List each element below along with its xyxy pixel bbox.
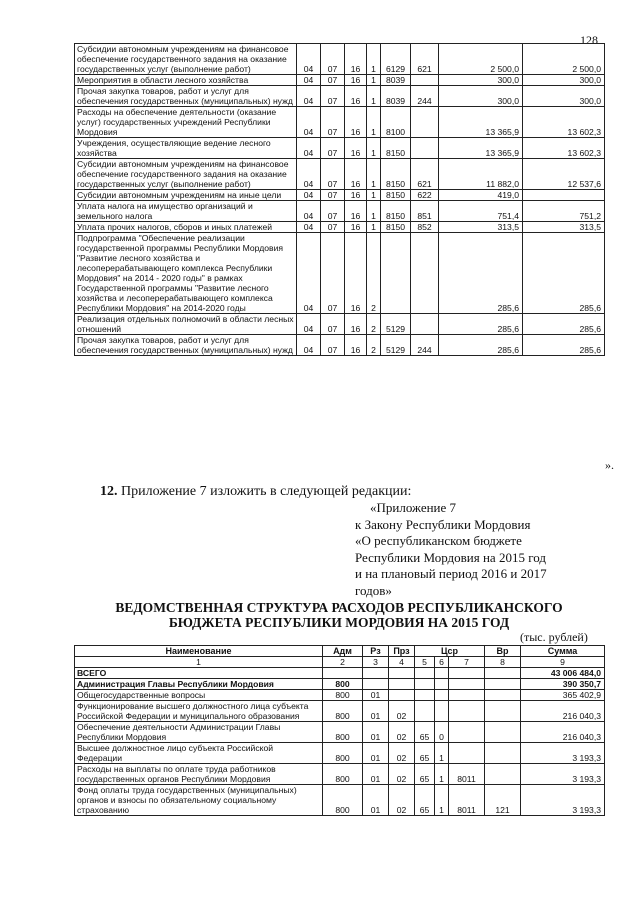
subprogram-code: 1 [367,190,381,201]
row-name: Расходы на обеспечение деятельности (оказание услуг) государственных учреждений Республики Мордовия [75,107,297,138]
prz-code: 07 [321,233,345,314]
sum-2017: 2 500,0 [523,44,605,75]
sum-value: 216 040,3 [521,722,605,743]
program-code: 16 [345,107,367,138]
row-name: Прочая закупка товаров, работ и услуг для обеспечения государственных (муниципальных) нужд [75,335,297,356]
program-code: 16 [345,201,367,222]
header-name: Наименование [75,646,323,657]
prz-code: 07 [321,335,345,356]
subprogram-code: 1 [367,75,381,86]
prz-code: 07 [321,222,345,233]
vr-code [485,690,521,701]
column-index: 1 [75,657,323,668]
vr-code: 622 [411,190,439,201]
table-row [75,44,605,75]
prz-code: 07 [321,75,345,86]
sum-value: 3 193,3 [521,764,605,785]
header-sum: Сумма [521,646,605,657]
row-name: Высшее должностное лицо субъекта Российской Федерации [75,743,323,764]
sum-2017: 751,2 [523,201,605,222]
program-code: 16 [345,222,367,233]
table-row [75,679,605,690]
prz-code: 07 [321,190,345,201]
table-row [75,335,605,356]
sum-value: 3 193,3 [521,785,605,816]
prz-code: 02 [389,743,415,764]
direction-code: 8039 [381,75,411,86]
direction-code [449,690,485,701]
column-index: 8 [485,657,521,668]
subprogram-code: 1 [367,44,381,75]
adm-code: 800 [323,701,363,722]
program-code: 16 [345,138,367,159]
prz-code: 07 [321,86,345,107]
subprogram-code: 1 [367,107,381,138]
sum-2016: 300,0 [439,86,523,107]
sum-2017: 313,5 [523,222,605,233]
rz-code: 04 [297,44,321,75]
sum-2016: 419,0 [439,190,523,201]
table-row [75,190,605,201]
vr-code [411,233,439,314]
subprogram-code: 2 [367,314,381,335]
rz-code [363,679,389,690]
direction-code [449,679,485,690]
subprogram-code: 1 [367,159,381,190]
subprogram-code: 1 [435,785,449,816]
vr-code [411,75,439,86]
table-row [75,701,605,722]
rz-code: 04 [297,190,321,201]
row-name: Уплата прочих налогов, сборов и иных платежей [75,222,297,233]
subprogram-code: 1 [435,764,449,785]
subprogram-code [435,679,449,690]
sum-2017: 300,0 [523,86,605,107]
index-row [75,657,605,668]
column-index: 4 [389,657,415,668]
vr-code: 621 [411,159,439,190]
program-code [415,668,435,679]
subprogram-code: 1 [367,86,381,107]
rz-code: 04 [297,107,321,138]
title-line: ВЕДОМСТВЕННАЯ СТРУКТУРА РАСХОДОВ РЕСПУБЛИКАНСКОГО [115,600,563,615]
column-index: 5 [415,657,435,668]
program-code: 16 [345,335,367,356]
direction-code: 8150 [381,159,411,190]
program-code: 65 [415,764,435,785]
sum-2016: 751,4 [439,201,523,222]
table-row [75,138,605,159]
subprogram-code [435,690,449,701]
item-number: 12. [100,484,118,499]
direction-code: 6129 [381,44,411,75]
sum-value: 43 006 484,0 [521,668,605,679]
rz-code: 04 [297,138,321,159]
row-name: Расходы на выплаты по оплате труда работников государственных органов Республики Мордовия [75,764,323,785]
program-code: 16 [345,190,367,201]
closing-quote: ». [605,458,614,472]
vr-code [411,314,439,335]
column-index: 2 [323,657,363,668]
prz-code [389,668,415,679]
direction-code [449,701,485,722]
direction-code: 5129 [381,314,411,335]
appendix-line: Республики Мордовия на 2015 год [355,549,546,565]
direction-code: 8150 [381,201,411,222]
program-code: 16 [345,44,367,75]
vr-code: 244 [411,335,439,356]
prz-code [389,690,415,701]
amendment-instruction [100,484,411,500]
table-row [75,75,605,86]
appendix-line: годов» [355,582,392,598]
table-row [75,785,605,816]
vr-code: 851 [411,201,439,222]
rz-code: 01 [363,764,389,785]
table-row [75,86,605,107]
subprogram-code [435,668,449,679]
sum-2016: 285,6 [439,233,523,314]
row-name: Функционирование высшего должностного лица субъекта Российской Федерации и муниципального образования [75,701,323,722]
rz-code: 04 [297,159,321,190]
adm-code: 800 [323,679,363,690]
rz-code: 04 [297,335,321,356]
sum-2017: 13 602,3 [523,107,605,138]
column-index: 9 [521,657,605,668]
row-name: Фонд оплаты труда государственных (муниципальных) органов и взносы по обязательному социальному страхованию [75,785,323,816]
row-name: Мероприятия в области лесного хозяйства [75,75,297,86]
sum-value: 3 193,3 [521,743,605,764]
program-code: 16 [345,86,367,107]
subprogram-code: 1 [435,743,449,764]
sum-2016: 2 500,0 [439,44,523,75]
sum-value: 365 402,9 [521,690,605,701]
rz-code: 01 [363,722,389,743]
subprogram-code: 2 [367,335,381,356]
sum-2016: 285,6 [439,314,523,335]
rz-code: 04 [297,86,321,107]
program-code: 65 [415,743,435,764]
prz-code: 02 [389,701,415,722]
vr-code: 621 [411,44,439,75]
direction-code: 8011 [449,764,485,785]
table-row [75,201,605,222]
sum-2016: 13 365,9 [439,138,523,159]
prz-code: 07 [321,138,345,159]
vr-code [485,743,521,764]
rz-code: 01 [363,701,389,722]
sum-2017: 300,0 [523,75,605,86]
appendix-line: к Закону Республики Мордовия [355,516,531,532]
sum-2017: 285,6 [523,233,605,314]
subprogram-code: 1 [367,201,381,222]
prz-code: 02 [389,785,415,816]
program-code: 16 [345,159,367,190]
table-row [75,222,605,233]
prz-code: 02 [389,764,415,785]
appendix-line: «Приложение 7 [370,500,457,515]
direction-code: 8150 [381,138,411,159]
vr-code [485,764,521,785]
subprogram-code [435,701,449,722]
rz-code [363,668,389,679]
vr-code: 121 [485,785,521,816]
sum-2016: 11 882,0 [439,159,523,190]
departmental-budget-table [74,645,605,816]
table-row [75,668,605,679]
rz-code: 04 [297,222,321,233]
prz-code: 07 [321,314,345,335]
direction-code: 8039 [381,86,411,107]
row-name: ВСЕГО [75,668,323,679]
sum-2016: 285,6 [439,335,523,356]
direction-code: 8100 [381,107,411,138]
appendix-line: «О республиканском бюджете [355,533,522,548]
rz-code: 01 [363,785,389,816]
program-code [415,690,435,701]
program-code: 65 [415,785,435,816]
sum-2017 [523,190,605,201]
adm-code [323,668,363,679]
vr-code [411,107,439,138]
direction-code [449,668,485,679]
subprogram-code: 1 [367,222,381,233]
column-index: 6 [435,657,449,668]
table-row [75,314,605,335]
direction-code [449,722,485,743]
vr-code: 244 [411,86,439,107]
row-name: Субсидии автономным учреждениям на финансовое обеспечение государственного задания на оказание государственных услуг (выполнение работ) [75,44,297,75]
table-row [75,743,605,764]
row-name: Субсидии автономным учреждениям на иные цели [75,190,297,201]
row-name: Уплата налога на имущество организаций и земельного налога [75,201,297,222]
sum-2017: 285,6 [523,314,605,335]
vr-code [485,722,521,743]
program-code [415,679,435,690]
rz-code: 04 [297,201,321,222]
rz-code: 04 [297,233,321,314]
table-row [75,107,605,138]
adm-code: 800 [323,785,363,816]
direction-code [449,743,485,764]
header-adm: Адм [323,646,363,657]
sum-2016: 13 365,9 [439,107,523,138]
prz-code: 07 [321,201,345,222]
row-name: Общегосударственные вопросы [75,690,323,701]
sum-2016: 313,5 [439,222,523,233]
rz-code: 01 [363,690,389,701]
sum-value: 390 350,7 [521,679,605,690]
units-label: (тыс. рублей) [520,630,588,644]
table-row [75,690,605,701]
sum-2016: 300,0 [439,75,523,86]
header-csr: Цср [415,646,485,657]
header-rz: Рз [363,646,389,657]
vr-code [485,679,521,690]
program-code: 16 [345,233,367,314]
sum-2017: 12 537,6 [523,159,605,190]
subprogram-code: 2 [367,233,381,314]
appendix-caption [355,500,547,599]
adm-code: 800 [323,722,363,743]
row-name: Прочая закупка товаров, работ и услуг для обеспечения государственных (муниципальных) нужд [75,86,297,107]
vr-code [411,138,439,159]
prz-code: 07 [321,107,345,138]
direction-code: 8011 [449,785,485,816]
row-name: Субсидии автономным учреждениям на финансовое обеспечение государственного задания на оказание государственных услуг (выполнение работ) [75,159,297,190]
table-row [75,764,605,785]
program-code: 65 [415,722,435,743]
rz-code: 04 [297,75,321,86]
program-code: 16 [345,75,367,86]
prz-code: 07 [321,44,345,75]
direction-code: 8150 [381,222,411,233]
prz-code: 02 [389,722,415,743]
subprogram-code: 1 [367,138,381,159]
sum-2017: 285,6 [523,335,605,356]
header-vr: Вр [485,646,521,657]
direction-code [381,233,411,314]
rz-code: 01 [363,743,389,764]
vr-code: 852 [411,222,439,233]
title-line: БЮДЖЕТА РЕСПУБЛИКИ МОРДОВИЯ НА 2015 ГОД [168,615,510,630]
adm-code: 800 [323,690,363,701]
column-index: 3 [363,657,389,668]
table-row [75,233,605,314]
table-row [75,722,605,743]
direction-code: 5129 [381,335,411,356]
vr-code [485,701,521,722]
rz-code: 04 [297,314,321,335]
adm-code: 800 [323,743,363,764]
sum-value: 216 040,3 [521,701,605,722]
row-name: Обеспечение деятельности Администрации Главы Республики Мордовия [75,722,323,743]
continued-budget-table [74,43,605,356]
column-index: 7 [449,657,485,668]
instruction-text: Приложение 7 изложить в следующей редакции: [117,484,412,499]
sum-2017: 13 602,3 [523,138,605,159]
direction-code: 8150 [381,190,411,201]
row-name: Администрация Главы Республики Мордовия [75,679,323,690]
header-prz: Прз [389,646,415,657]
row-name: Реализация отдельных полномочий в области лесных отношений [75,314,297,335]
program-code: 16 [345,314,367,335]
program-code [415,701,435,722]
table-row [75,159,605,190]
row-name: Подпрограмма "Обеспечение реализации государственной программы Республики Мордовия "Развитие лесного хозяйства и лесоперерабатывающего комплекса Республики Мордовия" на 2014 - 2020 годы" в рамках Государственной программы "Развитие лесного хозяйства и лесоперерабатывающего комплекса Республики Мордовия" на 2014-2020 годы [75,233,297,314]
header-row [75,646,605,657]
prz-code [389,679,415,690]
subprogram-code: 0 [435,722,449,743]
page-number: 128 [580,33,598,47]
adm-code: 800 [323,764,363,785]
prz-code: 07 [321,159,345,190]
row-name: Учреждения, осуществляющие ведение лесного хозяйства [75,138,297,159]
appendix-line: и на плановый период 2016 и 2017 [355,566,547,581]
document-title [74,600,604,630]
vr-code [485,668,521,679]
